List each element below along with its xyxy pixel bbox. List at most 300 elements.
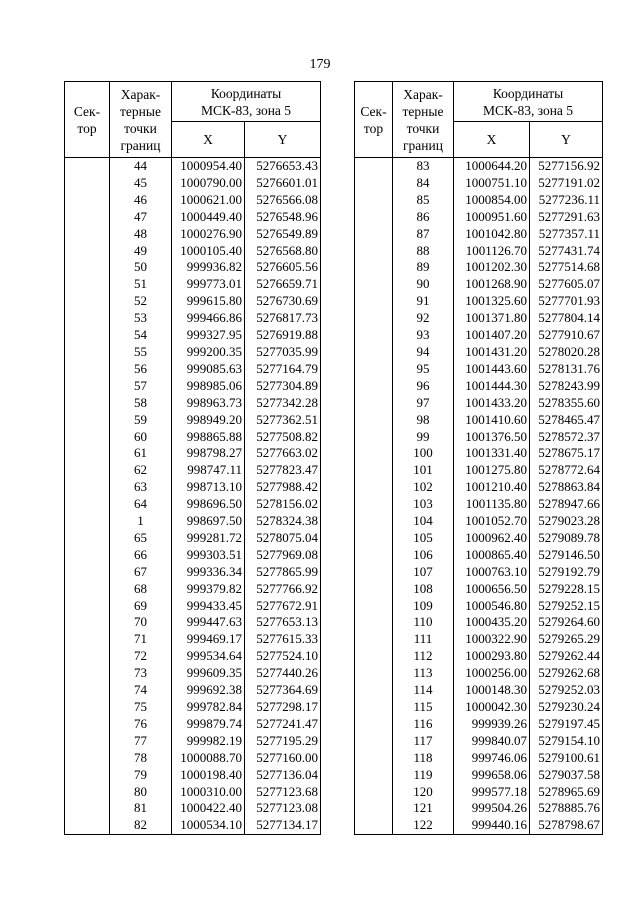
table-row bbox=[355, 395, 603, 412]
sector-cell bbox=[65, 259, 110, 276]
y-header: Y bbox=[245, 122, 321, 158]
point-number-cell: 47 bbox=[110, 209, 172, 226]
point-number-cell: 96 bbox=[393, 378, 454, 395]
x-coordinate-cell: 1001331.40 bbox=[454, 445, 530, 462]
sector-cell bbox=[355, 310, 393, 327]
table-row bbox=[355, 665, 603, 682]
point-number-cell: 108 bbox=[393, 581, 454, 598]
table-row bbox=[65, 682, 321, 699]
sector-cell bbox=[355, 648, 393, 665]
table-row bbox=[355, 682, 603, 699]
sector-cell bbox=[65, 445, 110, 462]
point-number-cell: 75 bbox=[110, 699, 172, 716]
y-coordinate-cell: 5277236.11 bbox=[530, 192, 603, 209]
sector-cell bbox=[65, 378, 110, 395]
sector-cell bbox=[355, 784, 393, 801]
x-coordinate-cell: 999577.18 bbox=[454, 784, 530, 801]
y-coordinate-cell: 5276601.01 bbox=[245, 175, 321, 192]
sector-cell bbox=[65, 817, 110, 834]
x-coordinate-cell: 999379.82 bbox=[172, 581, 245, 598]
sector-cell bbox=[355, 564, 393, 581]
sector-cell bbox=[65, 767, 110, 784]
table-row bbox=[355, 243, 603, 260]
x-coordinate-cell: 999939.26 bbox=[454, 716, 530, 733]
coordinates-header: Координаты МСК-83, зона 5 bbox=[172, 82, 321, 122]
y-coordinate-cell: 5276566.08 bbox=[245, 192, 321, 209]
y-coordinate-cell: 5277524.10 bbox=[245, 648, 321, 665]
table-row bbox=[355, 784, 603, 801]
y-coordinate-cell: 5277672.91 bbox=[245, 598, 321, 615]
table-row bbox=[355, 378, 603, 395]
table-row bbox=[65, 631, 321, 648]
sector-cell bbox=[65, 395, 110, 412]
point-number-cell: 1 bbox=[110, 513, 172, 530]
table-row bbox=[355, 158, 603, 175]
point-number-cell: 67 bbox=[110, 564, 172, 581]
table-row bbox=[355, 226, 603, 243]
sector-cell bbox=[65, 175, 110, 192]
y-coordinate-cell: 5279264.60 bbox=[530, 614, 603, 631]
sector-cell bbox=[65, 631, 110, 648]
x-coordinate-cell: 999447.63 bbox=[172, 614, 245, 631]
table-row bbox=[355, 631, 603, 648]
y-coordinate-cell: 5276605.56 bbox=[245, 259, 321, 276]
x-coordinate-cell: 999200.35 bbox=[172, 344, 245, 361]
point-number-cell: 83 bbox=[393, 158, 454, 175]
table-row bbox=[355, 276, 603, 293]
point-number-cell: 82 bbox=[110, 817, 172, 834]
table-row bbox=[65, 429, 321, 446]
table-row bbox=[355, 800, 603, 817]
x-coordinate-cell: 999327.95 bbox=[172, 327, 245, 344]
x-coordinate-cell: 998798.27 bbox=[172, 445, 245, 462]
x-coordinate-cell: 1001042.80 bbox=[454, 226, 530, 243]
y-coordinate-cell: 5279262.68 bbox=[530, 665, 603, 682]
x-coordinate-cell: 1001444.30 bbox=[454, 378, 530, 395]
y-coordinate-cell: 5277342.28 bbox=[245, 395, 321, 412]
point-number-cell: 53 bbox=[110, 310, 172, 327]
table-row bbox=[65, 462, 321, 479]
sector-cell bbox=[65, 581, 110, 598]
y-coordinate-cell: 5277865.99 bbox=[245, 564, 321, 581]
point-number-cell: 81 bbox=[110, 800, 172, 817]
sector-cell bbox=[355, 209, 393, 226]
point-number-cell: 45 bbox=[110, 175, 172, 192]
point-number-cell: 59 bbox=[110, 412, 172, 429]
sector-cell bbox=[65, 750, 110, 767]
coordinates-table-right bbox=[354, 81, 603, 835]
sector-cell bbox=[355, 276, 393, 293]
point-number-cell: 74 bbox=[110, 682, 172, 699]
sector-cell bbox=[355, 445, 393, 462]
point-number-cell: 94 bbox=[393, 344, 454, 361]
table-row bbox=[355, 175, 603, 192]
y-coordinate-cell: 5276659.71 bbox=[245, 276, 321, 293]
x-coordinate-cell: 1000854.00 bbox=[454, 192, 530, 209]
point-number-cell: 69 bbox=[110, 598, 172, 615]
x-coordinate-cell: 998713.10 bbox=[172, 479, 245, 496]
table-row bbox=[65, 530, 321, 547]
left-table-body bbox=[65, 158, 321, 835]
point-number-cell: 56 bbox=[110, 361, 172, 378]
y-coordinate-cell: 5279037.58 bbox=[530, 767, 603, 784]
sector-cell bbox=[65, 547, 110, 564]
sector-cell bbox=[65, 276, 110, 293]
y-coordinate-cell: 5279265.29 bbox=[530, 631, 603, 648]
point-number-cell: 72 bbox=[110, 648, 172, 665]
page-number: 179 bbox=[309, 57, 331, 72]
x-coordinate-cell: 1000105.40 bbox=[172, 243, 245, 260]
y-coordinate-cell: 5279197.45 bbox=[530, 716, 603, 733]
table-row bbox=[355, 310, 603, 327]
sector-cell bbox=[65, 344, 110, 361]
table-row bbox=[65, 243, 321, 260]
point-number-cell: 58 bbox=[110, 395, 172, 412]
table-row bbox=[355, 699, 603, 716]
point-number-cell: 73 bbox=[110, 665, 172, 682]
table-row bbox=[65, 395, 321, 412]
x-coordinate-cell: 999466.86 bbox=[172, 310, 245, 327]
x-coordinate-cell: 1000865.40 bbox=[454, 547, 530, 564]
point-number-cell: 120 bbox=[393, 784, 454, 801]
x-coordinate-cell: 999469.17 bbox=[172, 631, 245, 648]
y-coordinate-cell: 5276919.88 bbox=[245, 327, 321, 344]
y-coordinate-cell: 5276817.73 bbox=[245, 310, 321, 327]
x-coordinate-cell: 999609.35 bbox=[172, 665, 245, 682]
sector-cell bbox=[355, 158, 393, 175]
sector-cell bbox=[65, 530, 110, 547]
sector-cell bbox=[65, 699, 110, 716]
sector-cell bbox=[355, 699, 393, 716]
point-number-cell: 52 bbox=[110, 293, 172, 310]
x-coordinate-cell: 1000322.90 bbox=[454, 631, 530, 648]
y-coordinate-cell: 5277508.82 bbox=[245, 429, 321, 446]
points-header: Харак- терные точки границ bbox=[393, 82, 454, 158]
sector-header: Сек- тор bbox=[355, 82, 393, 158]
y-coordinate-cell: 5278772.64 bbox=[530, 462, 603, 479]
x-coordinate-cell: 999782.84 bbox=[172, 699, 245, 716]
y-coordinate-cell: 5277298.17 bbox=[245, 699, 321, 716]
table-row bbox=[65, 361, 321, 378]
table-row bbox=[65, 598, 321, 615]
table-row bbox=[65, 581, 321, 598]
sector-cell bbox=[355, 479, 393, 496]
x-coordinate-cell: 999440.16 bbox=[454, 817, 530, 834]
x-coordinate-cell: 1000276.90 bbox=[172, 226, 245, 243]
sector-cell bbox=[355, 598, 393, 615]
x-coordinate-cell: 998949.20 bbox=[172, 412, 245, 429]
table-row bbox=[65, 158, 321, 175]
x-coordinate-cell: 999936.82 bbox=[172, 259, 245, 276]
table-row bbox=[65, 817, 321, 834]
y-coordinate-cell: 5279100.61 bbox=[530, 750, 603, 767]
x-coordinate-cell: 1000198.40 bbox=[172, 767, 245, 784]
point-number-cell: 90 bbox=[393, 276, 454, 293]
sector-cell bbox=[355, 733, 393, 750]
y-coordinate-cell: 5277431.74 bbox=[530, 243, 603, 260]
sector-cell bbox=[65, 564, 110, 581]
y-coordinate-cell: 5279192.79 bbox=[530, 564, 603, 581]
coordinates-table-left bbox=[64, 81, 321, 835]
point-number-cell: 54 bbox=[110, 327, 172, 344]
table-row bbox=[65, 175, 321, 192]
x-coordinate-cell: 1001202.30 bbox=[454, 259, 530, 276]
sector-cell bbox=[355, 631, 393, 648]
sector-cell bbox=[65, 192, 110, 209]
y-coordinate-cell: 5278324.38 bbox=[245, 513, 321, 530]
y-coordinate-cell: 5279228.15 bbox=[530, 581, 603, 598]
table-row bbox=[65, 614, 321, 631]
sector-cell bbox=[355, 327, 393, 344]
point-number-cell: 110 bbox=[393, 614, 454, 631]
table-row bbox=[355, 530, 603, 547]
x-coordinate-cell: 1000954.40 bbox=[172, 158, 245, 175]
x-coordinate-cell: 999615.80 bbox=[172, 293, 245, 310]
x-coordinate-cell: 998865.88 bbox=[172, 429, 245, 446]
y-coordinate-cell: 5277514.68 bbox=[530, 259, 603, 276]
table-row bbox=[65, 547, 321, 564]
sector-cell bbox=[65, 784, 110, 801]
point-number-cell: 97 bbox=[393, 395, 454, 412]
x-coordinate-cell: 1000435.20 bbox=[454, 614, 530, 631]
y-coordinate-cell: 5278798.67 bbox=[530, 817, 603, 834]
point-number-cell: 95 bbox=[393, 361, 454, 378]
y-coordinate-cell: 5277653.13 bbox=[245, 614, 321, 631]
y-coordinate-cell: 5279230.24 bbox=[530, 699, 603, 716]
sector-cell bbox=[65, 429, 110, 446]
x-coordinate-cell: 1000951.60 bbox=[454, 209, 530, 226]
x-coordinate-cell: 1000449.40 bbox=[172, 209, 245, 226]
sector-cell bbox=[65, 682, 110, 699]
sector-cell bbox=[355, 192, 393, 209]
sector-cell bbox=[65, 310, 110, 327]
y-coordinate-cell: 5278020.28 bbox=[530, 344, 603, 361]
sector-cell bbox=[355, 530, 393, 547]
sector-cell bbox=[65, 226, 110, 243]
sector-cell bbox=[355, 259, 393, 276]
x-coordinate-cell: 1001433.20 bbox=[454, 395, 530, 412]
y-coordinate-cell: 5277823.47 bbox=[245, 462, 321, 479]
table-row bbox=[65, 648, 321, 665]
y-coordinate-cell: 5278465.47 bbox=[530, 412, 603, 429]
table-row bbox=[65, 767, 321, 784]
point-number-cell: 121 bbox=[393, 800, 454, 817]
y-coordinate-cell: 5277291.63 bbox=[530, 209, 603, 226]
x-coordinate-cell: 999982.19 bbox=[172, 733, 245, 750]
table-row bbox=[355, 648, 603, 665]
point-number-cell: 65 bbox=[110, 530, 172, 547]
table-row bbox=[65, 513, 321, 530]
point-number-cell: 99 bbox=[393, 429, 454, 446]
point-number-cell: 55 bbox=[110, 344, 172, 361]
table-row bbox=[65, 293, 321, 310]
y-coordinate-cell: 5277701.93 bbox=[530, 293, 603, 310]
point-number-cell: 87 bbox=[393, 226, 454, 243]
sector-cell bbox=[355, 513, 393, 530]
point-number-cell: 118 bbox=[393, 750, 454, 767]
sector-cell bbox=[65, 496, 110, 513]
x-coordinate-cell: 1001052.70 bbox=[454, 513, 530, 530]
sector-cell bbox=[355, 750, 393, 767]
table-row bbox=[355, 361, 603, 378]
x-coordinate-cell: 998696.50 bbox=[172, 496, 245, 513]
point-number-cell: 102 bbox=[393, 479, 454, 496]
table-row bbox=[65, 665, 321, 682]
x-header: X bbox=[172, 122, 245, 158]
y-coordinate-cell: 5277123.08 bbox=[245, 800, 321, 817]
point-number-cell: 71 bbox=[110, 631, 172, 648]
sector-cell bbox=[355, 293, 393, 310]
x-coordinate-cell: 1001371.80 bbox=[454, 310, 530, 327]
y-coordinate-cell: 5276568.80 bbox=[245, 243, 321, 260]
x-coordinate-cell: 1000790.00 bbox=[172, 175, 245, 192]
y-coordinate-cell: 5278947.66 bbox=[530, 496, 603, 513]
x-coordinate-cell: 1000310.00 bbox=[172, 784, 245, 801]
y-coordinate-cell: 5278885.76 bbox=[530, 800, 603, 817]
point-number-cell: 103 bbox=[393, 496, 454, 513]
x-coordinate-cell: 999281.72 bbox=[172, 530, 245, 547]
table-row bbox=[355, 598, 603, 615]
sector-cell bbox=[355, 581, 393, 598]
point-number-cell: 109 bbox=[393, 598, 454, 615]
x-header: X bbox=[454, 122, 530, 158]
table-row bbox=[355, 192, 603, 209]
table-row bbox=[355, 614, 603, 631]
table-row bbox=[355, 767, 603, 784]
point-number-cell: 93 bbox=[393, 327, 454, 344]
y-coordinate-cell: 5277605.07 bbox=[530, 276, 603, 293]
point-number-cell: 117 bbox=[393, 733, 454, 750]
sector-cell bbox=[355, 496, 393, 513]
sector-cell bbox=[355, 226, 393, 243]
y-coordinate-cell: 5277160.00 bbox=[245, 750, 321, 767]
x-coordinate-cell: 999504.26 bbox=[454, 800, 530, 817]
table-row bbox=[355, 412, 603, 429]
sector-cell bbox=[65, 598, 110, 615]
y-coordinate-cell: 5277766.92 bbox=[245, 581, 321, 598]
y-coordinate-cell: 5278243.99 bbox=[530, 378, 603, 395]
sector-cell bbox=[355, 344, 393, 361]
point-number-cell: 50 bbox=[110, 259, 172, 276]
y-coordinate-cell: 5279154.10 bbox=[530, 733, 603, 750]
y-coordinate-cell: 5277156.92 bbox=[530, 158, 603, 175]
sector-cell bbox=[355, 412, 393, 429]
sector-cell bbox=[355, 429, 393, 446]
sector-cell bbox=[355, 682, 393, 699]
point-number-cell: 89 bbox=[393, 259, 454, 276]
sector-cell bbox=[355, 665, 393, 682]
table-row bbox=[355, 496, 603, 513]
point-number-cell: 57 bbox=[110, 378, 172, 395]
x-coordinate-cell: 1001431.20 bbox=[454, 344, 530, 361]
x-coordinate-cell: 1000751.10 bbox=[454, 175, 530, 192]
point-number-cell: 77 bbox=[110, 733, 172, 750]
sector-cell bbox=[355, 817, 393, 834]
x-coordinate-cell: 1000256.00 bbox=[454, 665, 530, 682]
point-number-cell: 92 bbox=[393, 310, 454, 327]
y-coordinate-cell: 5277241.47 bbox=[245, 716, 321, 733]
table-row bbox=[65, 800, 321, 817]
point-number-cell: 107 bbox=[393, 564, 454, 581]
table-row bbox=[355, 564, 603, 581]
y-coordinate-cell: 5277123.68 bbox=[245, 784, 321, 801]
x-coordinate-cell: 999433.45 bbox=[172, 598, 245, 615]
sector-cell bbox=[355, 175, 393, 192]
sector-cell bbox=[65, 614, 110, 631]
y-coordinate-cell: 5277988.42 bbox=[245, 479, 321, 496]
table-row bbox=[355, 479, 603, 496]
sector-cell bbox=[355, 395, 393, 412]
right-table-body bbox=[355, 158, 603, 835]
y-coordinate-cell: 5277663.02 bbox=[245, 445, 321, 462]
point-number-cell: 84 bbox=[393, 175, 454, 192]
sector-cell bbox=[355, 243, 393, 260]
x-coordinate-cell: 1001210.40 bbox=[454, 479, 530, 496]
table-row bbox=[65, 496, 321, 513]
table-row bbox=[355, 344, 603, 361]
table-row bbox=[65, 209, 321, 226]
y-coordinate-cell: 5277804.14 bbox=[530, 310, 603, 327]
table-row bbox=[65, 344, 321, 361]
y-coordinate-cell: 5277191.02 bbox=[530, 175, 603, 192]
table-row bbox=[65, 226, 321, 243]
x-coordinate-cell: 998963.73 bbox=[172, 395, 245, 412]
y-coordinate-cell: 5279262.44 bbox=[530, 648, 603, 665]
point-number-cell: 62 bbox=[110, 462, 172, 479]
x-coordinate-cell: 1001407.20 bbox=[454, 327, 530, 344]
sector-cell bbox=[65, 293, 110, 310]
x-coordinate-cell: 1000534.10 bbox=[172, 817, 245, 834]
points-header: Харак- терные точки границ bbox=[110, 82, 172, 158]
table-row bbox=[355, 462, 603, 479]
x-coordinate-cell: 1001325.60 bbox=[454, 293, 530, 310]
point-number-cell: 68 bbox=[110, 581, 172, 598]
x-coordinate-cell: 999085.63 bbox=[172, 361, 245, 378]
sector-cell bbox=[65, 733, 110, 750]
point-number-cell: 44 bbox=[110, 158, 172, 175]
y-coordinate-cell: 5278675.17 bbox=[530, 445, 603, 462]
sector-cell bbox=[65, 513, 110, 530]
point-number-cell: 48 bbox=[110, 226, 172, 243]
x-coordinate-cell: 1001376.50 bbox=[454, 429, 530, 446]
x-coordinate-cell: 1000656.50 bbox=[454, 581, 530, 598]
point-number-cell: 119 bbox=[393, 767, 454, 784]
point-number-cell: 51 bbox=[110, 276, 172, 293]
point-number-cell: 104 bbox=[393, 513, 454, 530]
x-coordinate-cell: 1000621.00 bbox=[172, 192, 245, 209]
point-number-cell: 49 bbox=[110, 243, 172, 260]
sector-cell bbox=[65, 412, 110, 429]
y-coordinate-cell: 5277910.67 bbox=[530, 327, 603, 344]
table-row bbox=[355, 716, 603, 733]
point-number-cell: 101 bbox=[393, 462, 454, 479]
table-row bbox=[65, 733, 321, 750]
sector-cell bbox=[355, 361, 393, 378]
y-coordinate-cell: 5277362.51 bbox=[245, 412, 321, 429]
table-row bbox=[355, 429, 603, 446]
table-row bbox=[355, 750, 603, 767]
point-number-cell: 122 bbox=[393, 817, 454, 834]
table-row bbox=[355, 547, 603, 564]
x-coordinate-cell: 999658.06 bbox=[454, 767, 530, 784]
point-number-cell: 64 bbox=[110, 496, 172, 513]
table-row bbox=[355, 327, 603, 344]
table-row bbox=[65, 276, 321, 293]
y-coordinate-cell: 5276653.43 bbox=[245, 158, 321, 175]
point-number-cell: 86 bbox=[393, 209, 454, 226]
x-coordinate-cell: 1000962.40 bbox=[454, 530, 530, 547]
point-number-cell: 100 bbox=[393, 445, 454, 462]
